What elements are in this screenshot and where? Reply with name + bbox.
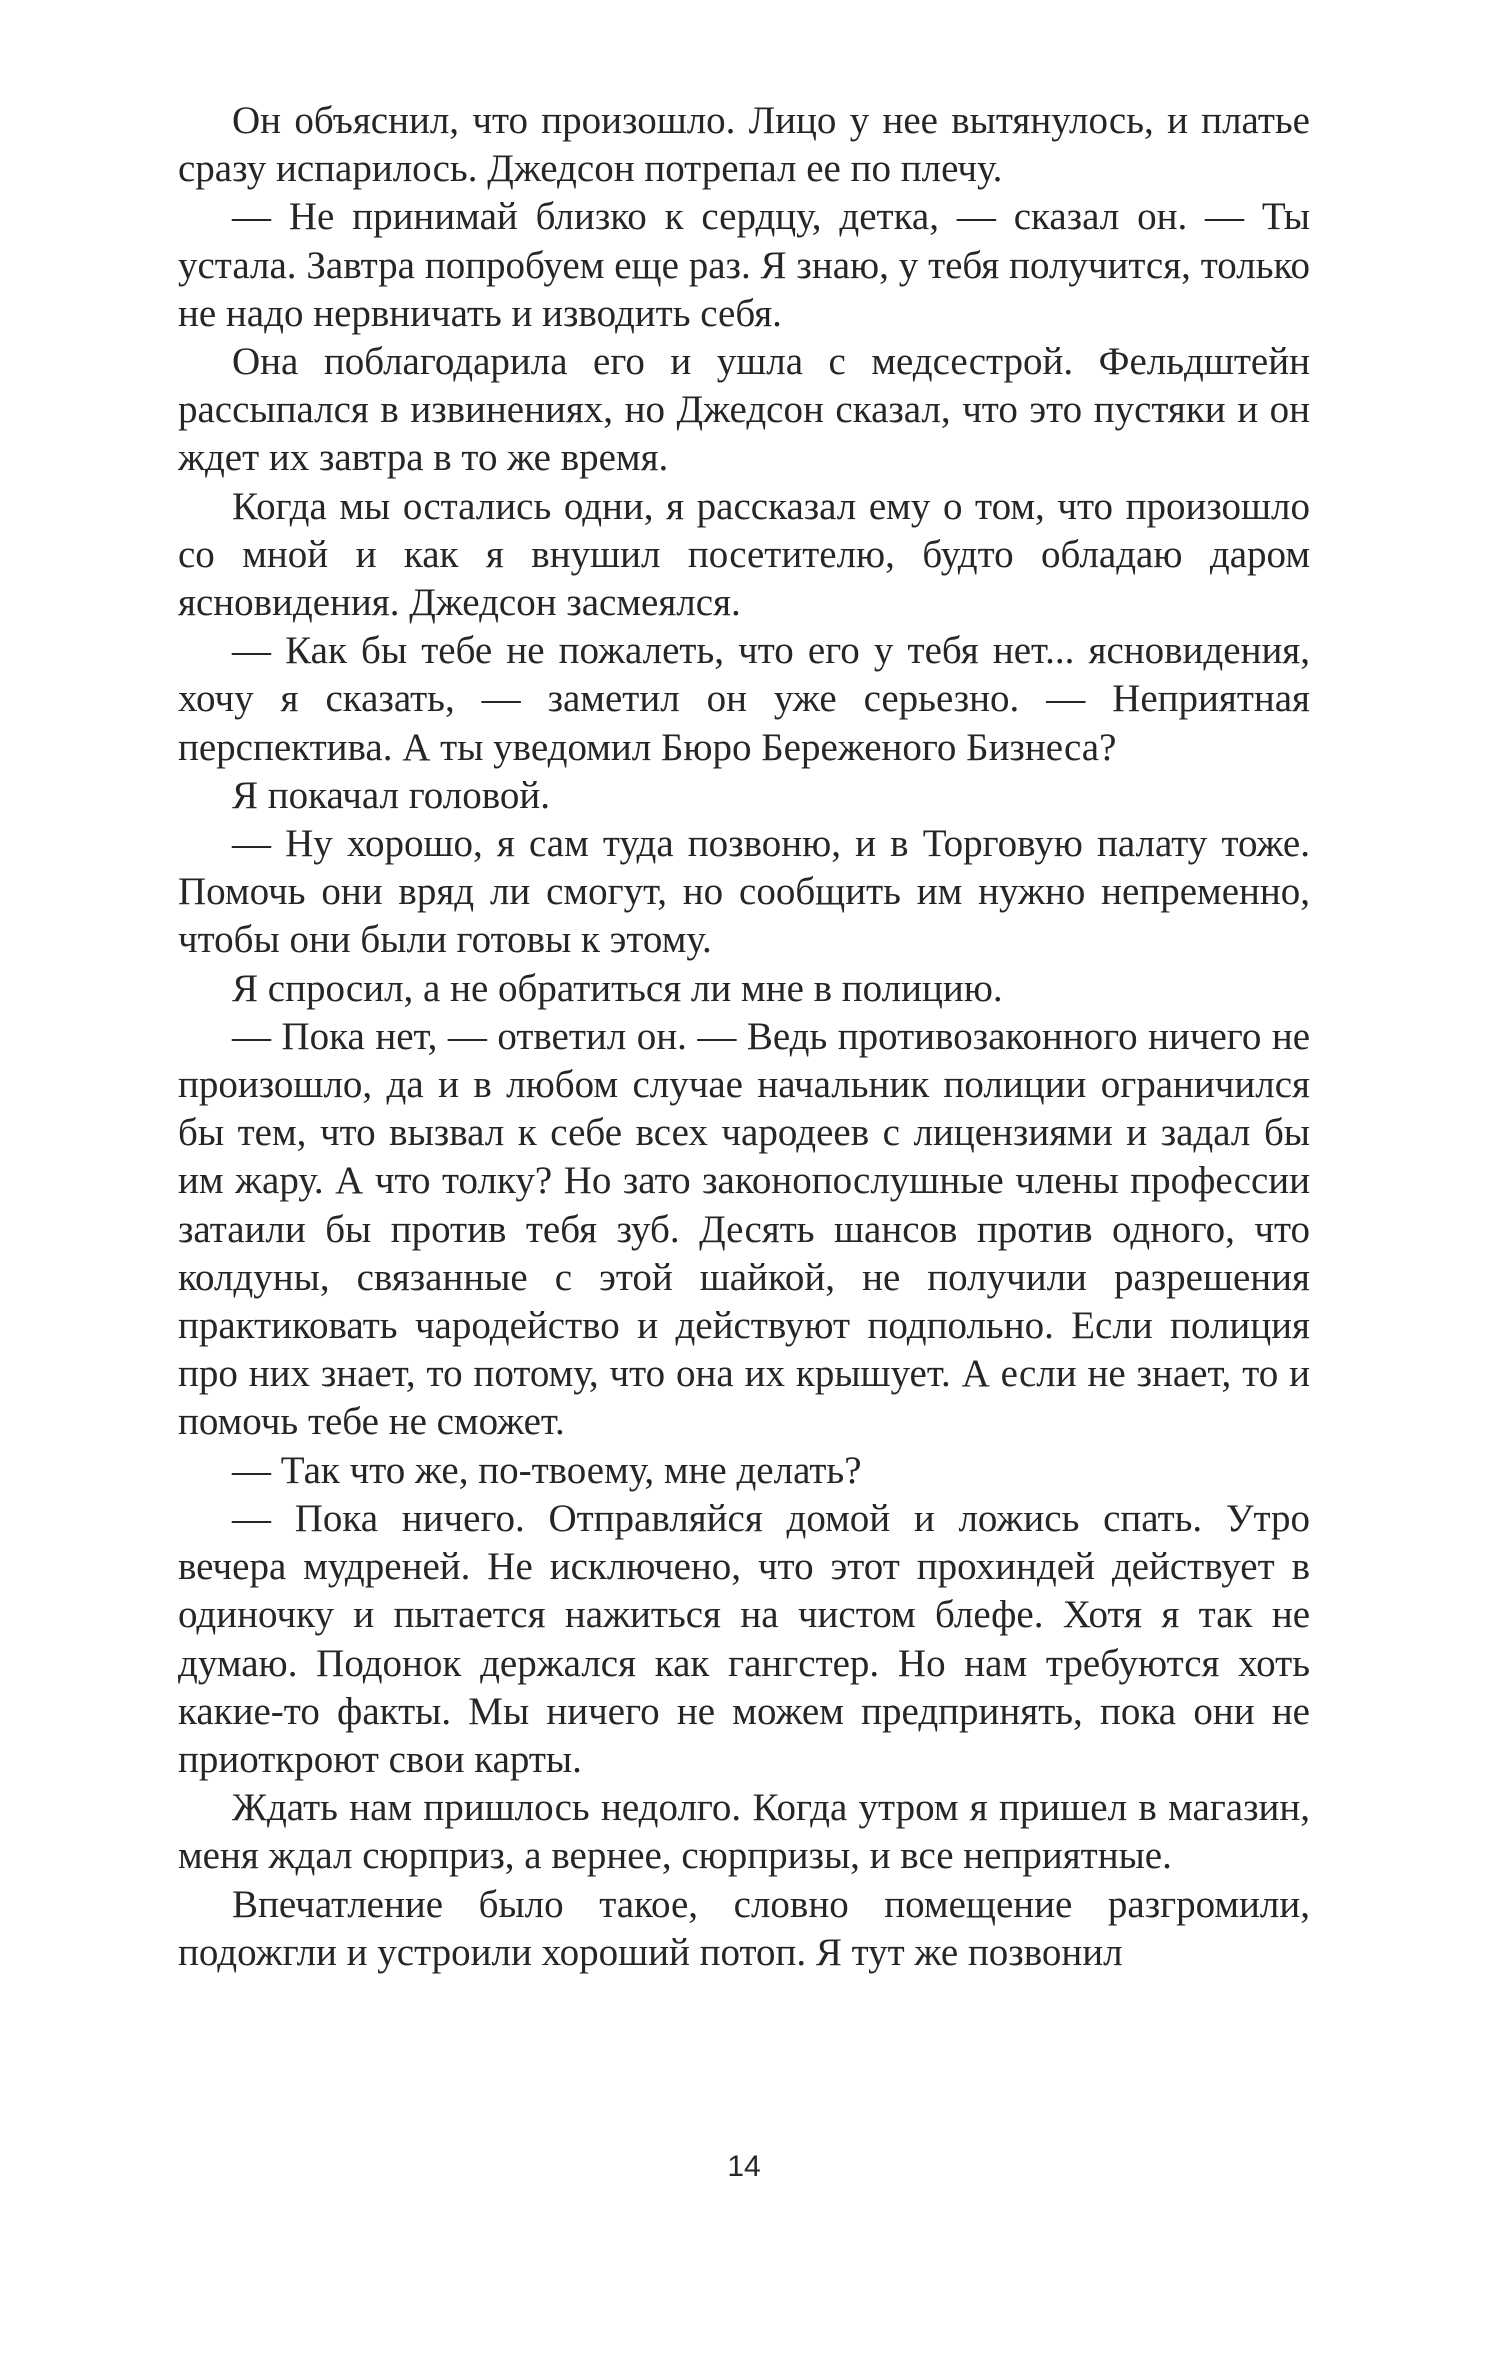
paragraph: Я спросил, а не обратиться ли мне в полицию. <box>232 966 1003 1010</box>
paragraph: — Так что же, по-твоему, мне делать? <box>232 1448 862 1492</box>
paragraph: Она поблагодарила его и ушла с медсестрой. Фельдштейн рассыпался в извинениях, но Джедсон сказал, что это пустяки и он ждет их завтра в то же время. <box>178 340 1310 480</box>
page-number: 14 <box>727 2150 761 2183</box>
paragraph: Я покачал головой. <box>232 773 550 817</box>
paragraph: — Пока нет, — ответил он. — Ведь противозаконного ничего не произошло, да и в любом случае начальник полиции ограничился бы тем, что вызвал к себе всех чародеев с лицензиями и задал бы им жару. А что толку? Но зато законопослушные члены профессии затаили бы против тебя зуб. Десять шансов против одного, что колдуны, связанные с этой шайкой, не получили разрешения практиковать чародейство и действуют подпольно. Если полиция про них знает, то потому, что она их крышует. А если не знает, то и помочь тебе не сможет. <box>178 1014 1310 1444</box>
paragraph: — Ну хорошо, я сам туда позвоню, и в Торговую палату тоже. Помочь они вряд ли смогут, но сообщить им нужно непременно, чтобы они были готовы к этому. <box>178 822 1310 962</box>
paragraph: — Не принимай близко к сердцу, детка, — сказал он. — Ты устала. Завтра попробуем еще раз. Я знаю, у тебя получится, только не надо нервничать и изводить себя. <box>178 195 1310 335</box>
paragraph: Впечатление было такое, словно помещение разгромили, подожгли и устроили хороший потоп. Я тут же позвонил <box>178 1882 1310 1974</box>
paragraph: Ждать нам пришлось недолго. Когда утром я пришел в магазин, меня ждал сюрприз, а вернее, сюрпризы, и все неприятные. <box>178 1786 1310 1878</box>
paragraph: Когда мы остались одни, я рассказал ему о том, что произошло со мной и как я внушил посетителю, будто обладаю даром ясновидения. Джедсон засмеялся. <box>178 484 1310 625</box>
paragraph: Он объяснил, что произошло. Лицо у нее вытянулось, и платье сразу испарилось. Джедсон потрепал ее по плечу. <box>178 99 1310 191</box>
paragraph: — Как бы тебе не пожалеть, что его у тебя нет... ясновидения, хочу я сказать, — заметил он уже серьезно. — Неприятная перспектива. А ты уведомил Бюро Береженого Бизнеса? <box>178 629 1310 769</box>
body-text <box>178 97 1310 1977</box>
paragraph: — Пока ничего. Отправляйся домой и ложись спать. Утро вечера мудреней. Не исключено, что этот прохиндей действует в одиночку и пытается нажиться на чистом блефе. Хотя я так не думаю. Подонок держался как гангстер. Но нам требуются хоть какие-то факты. Мы ничего не можем предпринять, пока они не приоткроют свои карты. <box>178 1496 1310 1781</box>
